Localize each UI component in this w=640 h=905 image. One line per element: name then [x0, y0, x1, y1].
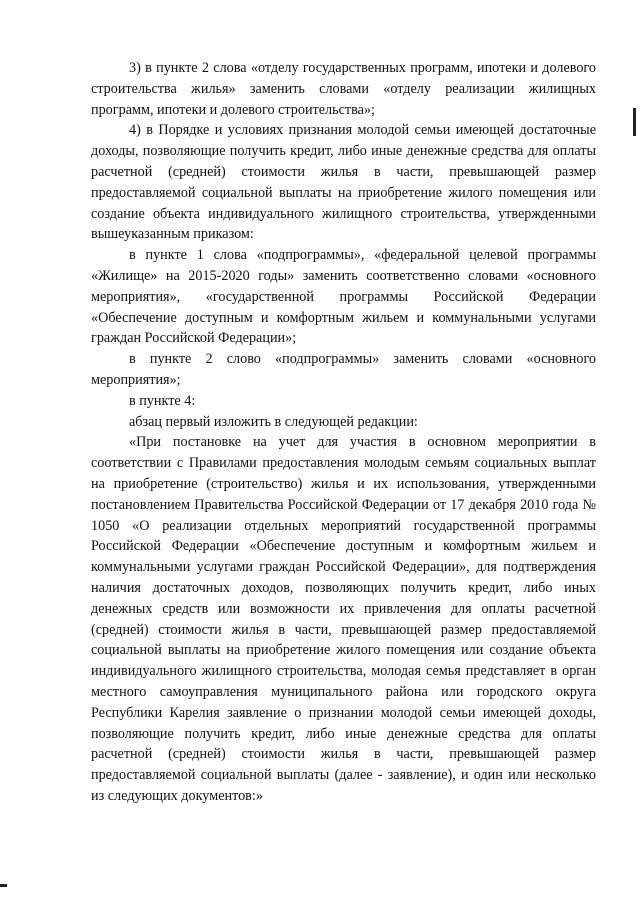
- paragraph-first-abzac: абзац первый изложить в следующей редакции:: [129, 413, 418, 430]
- paragraph-item-4: 4) в Порядке и условиях признания молодой семьи имеющей достаточные доходы, позволяющие получить кредит, либо иные денежные средства для оплаты расчетной (средней) стоимости жилья в части, превышающей размер предоставляемой социальной выплаты на приобретение жилого помещения или создание объекта индивидуального жилищного строительства, утвержденными вышеуказанным приказом:: [91, 122, 596, 243]
- document-body: [91, 58, 596, 807]
- scan-mark-right: [633, 108, 636, 136]
- paragraph-point-2: в пункте 2 слово «подпрограммы» заменить словами «основного мероприятия»;: [91, 351, 596, 388]
- paragraph-point-4-heading: в пункте 4:: [129, 392, 196, 409]
- paragraph-item-3: 3) в пункте 2 слова «отделу государственных программ, ипотеки и долевого строительства жилья» заменить словами «отделу реализации жилищных программ, ипотеки и долевого строительства»;: [91, 60, 596, 118]
- paragraph-point-1: в пункте 1 слова «подпрограммы», «федеральной целевой программы «Жилище» на 2015-2020 годы» заменить соответственно словами «основного мероприятия», «государственной программы Российской Федерации «Обеспечение доступным и комфортным жильем и коммунальными услугами граждан Российской Федерации»;: [91, 247, 596, 347]
- scan-mark-left: [0, 884, 7, 887]
- paragraph-new-text: «При постановке на учет для участия в основном мероприятии в соответствии с Правилами предоставления молодым семьям социальных выплат на приобретение (строительство) жилья и их использования, утвержденными постановлением Правительства Российской Федерации от 17 декабря 2010 года № 1050 «О реализации отдельных мероприятий государственной программы Российской Федерации «Обеспечение доступным и комфортным жильем и коммунальными услугами граждан Российской Федерации», для подтверждения наличия достаточных доходов, позволяющих получить кредит, либо иных денежных средств или возможности их привлечения для оплаты расчетной (средней) стоимости жилья в части, превышающей размер предоставляемой социальной выплаты на приобретение жилого помещения или создание объекта индивидуального жилищного строительства, молодая семья представляет в орган местного самоуправления муниципального района или городского округа Республики Карелия заявление о признании молодой семьи имеющей доходы, позволяющие получить кредит, либо иные денежные средства для оплаты расчетной (средней) стоимости жилья в части, превышающей размер предоставляемой социальной выплаты (далее - заявление), и один или несколько из следующих документов:»: [91, 434, 596, 804]
